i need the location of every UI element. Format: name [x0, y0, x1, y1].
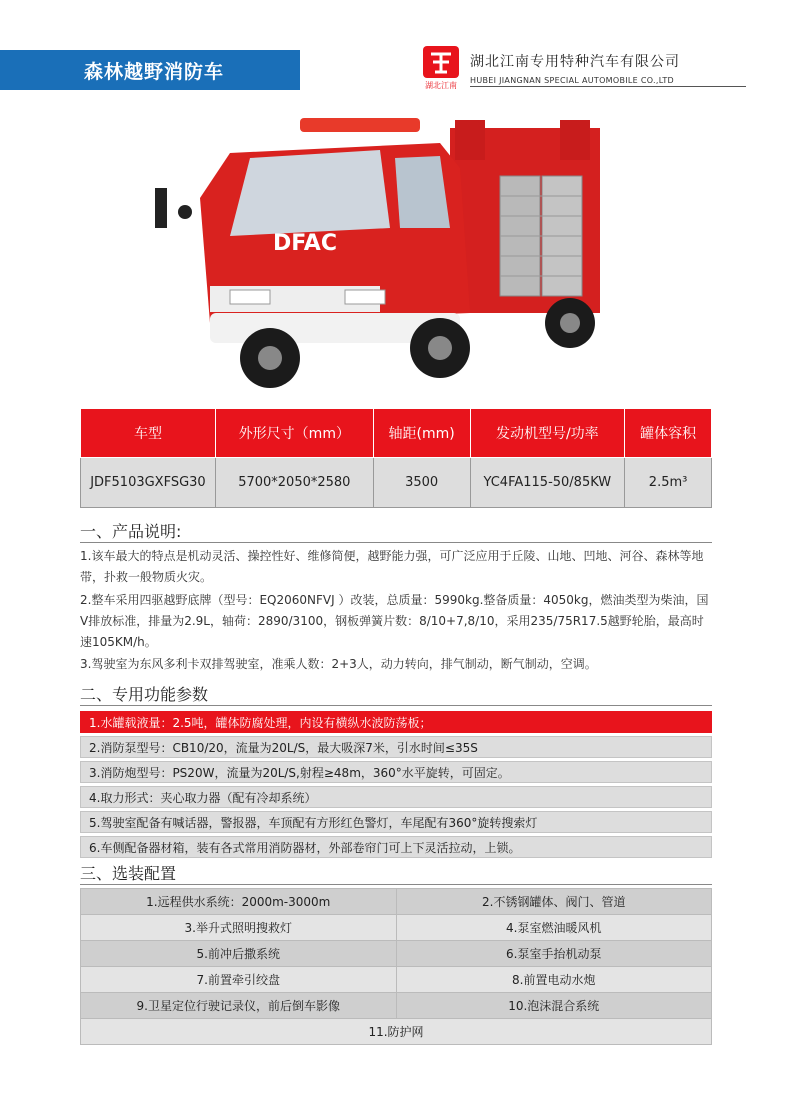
section1-item: 1.该车最大的特点是机动灵活、操控性好、维修简便，越野能力强，可广泛应用于丘陵、山地、凹地、河谷、森林等地带，扑救一般物质火灾。 — [80, 549, 704, 584]
options-row — [81, 967, 712, 993]
company-block — [470, 51, 680, 85]
header-divider — [470, 86, 746, 87]
option-cell: 5.前冲后撒系统 — [81, 941, 397, 967]
section2-title: 二、专用功能参数 — [80, 685, 209, 704]
section1-item: 3.驾驶室为东风多利卡双排驾驶室，准乘人数：2+3人，动力转向，排气制动，断气制动，空调。 — [80, 657, 597, 671]
option-cell: 10.泡沫混合系统 — [396, 993, 711, 1019]
title-banner — [0, 50, 300, 90]
option-cell: 3.举升式照明搜救灯 — [81, 915, 397, 941]
option-cell: 1.远程供水系统：2000m-3000m — [81, 889, 397, 915]
spec-cell: JDF5103GXFSG30 — [81, 458, 216, 508]
option-cell: 6.泵室手抬机动泵 — [396, 941, 711, 967]
options-row — [81, 915, 712, 941]
section1-item: 2.整车采用四驱越野底牌（型号：EQ2060NFVJ ）改装，总质量：5990kg.整备质量：4050kg，燃油类型为柴油，国V排放标准，排量为2.9L，轴荷：2890/3100，钢板弹簧片数：8/10+7,8/10，采用235/75R17.5越野轮胎，最高时速105KM/h。 — [80, 593, 709, 649]
function-row: 1.水罐载液量：2.5吨，罐体防腐处理，内设有横纵水波防荡板； — [80, 711, 712, 733]
spec-cell: 2.5m³ — [625, 458, 712, 508]
spec-header: 车型 — [81, 409, 216, 458]
option-cell: 2.不锈钢罐体、阀门、管道 — [396, 889, 711, 915]
options-row — [81, 941, 712, 967]
options-row — [81, 889, 712, 915]
function-row: 2.消防泵型号：CB10/20，流量为20L/S，最大吸深7米，引水时间≤35S — [80, 736, 712, 758]
logo-text: 湖北江南 — [425, 81, 457, 90]
option-cell: 8.前置电动水炮 — [396, 967, 711, 993]
section1-title: 一、产品说明: — [80, 522, 182, 541]
spec-header: 发动机型号/功率 — [470, 409, 625, 458]
function-list — [80, 711, 712, 861]
company-name-cn: 湖北江南专用特种汽车有限公司 — [470, 54, 680, 70]
spec-header-row — [81, 409, 712, 458]
function-row: 4.取力形式：夹心取力器（配有冷却系统） — [80, 786, 712, 808]
function-row: 5.驾驶室配备有喊话器，警报器，车顶配有方形红色警灯，车尾配有360°旋转搜索灯 — [80, 811, 712, 833]
option-cell: 11.防护网 — [81, 1019, 712, 1045]
option-cell: 7.前置牵引绞盘 — [81, 967, 397, 993]
spec-cell: YC4FA115-50/85KW — [470, 458, 625, 508]
options-row — [81, 993, 712, 1019]
spec-cell: 5700*2050*2580 — [215, 458, 373, 508]
company-logo — [421, 46, 461, 90]
section-divider — [80, 705, 712, 706]
options-row — [81, 1019, 712, 1045]
company-name-en: HUBEI JIANGNAN SPECIAL AUTOMOBILE CO.,LTD — [470, 76, 675, 85]
truck-grille-text: DFAC — [273, 231, 337, 256]
section-divider — [80, 542, 712, 543]
spec-cell: 3500 — [373, 458, 470, 508]
option-cell: 9.卫星定位行驶记录仪，前后倒车影像 — [81, 993, 397, 1019]
spec-table — [80, 408, 712, 508]
spec-header: 轴距(mm) — [373, 409, 470, 458]
option-cell: 4.泵室燃油暖风机 — [396, 915, 711, 941]
fire-truck-image — [140, 108, 620, 398]
function-row: 3.消防炮型号：PS20W，流量为20L/S,射程≥48m，360°水平旋转，可固定。 — [80, 761, 712, 783]
spec-header: 罐体容积 — [625, 409, 712, 458]
page-title: 森林越野消防车 — [84, 61, 225, 83]
section3-title: 三、选装配置 — [80, 864, 177, 883]
section-divider — [80, 884, 712, 885]
options-table — [80, 888, 712, 1045]
spec-data-row — [81, 458, 712, 508]
spec-header: 外形尺寸（mm） — [215, 409, 373, 458]
function-row: 6.车侧配备器材箱，装有各式常用消防器材，外部卷帘门可上下灵活拉动，上锁。 — [80, 836, 712, 858]
